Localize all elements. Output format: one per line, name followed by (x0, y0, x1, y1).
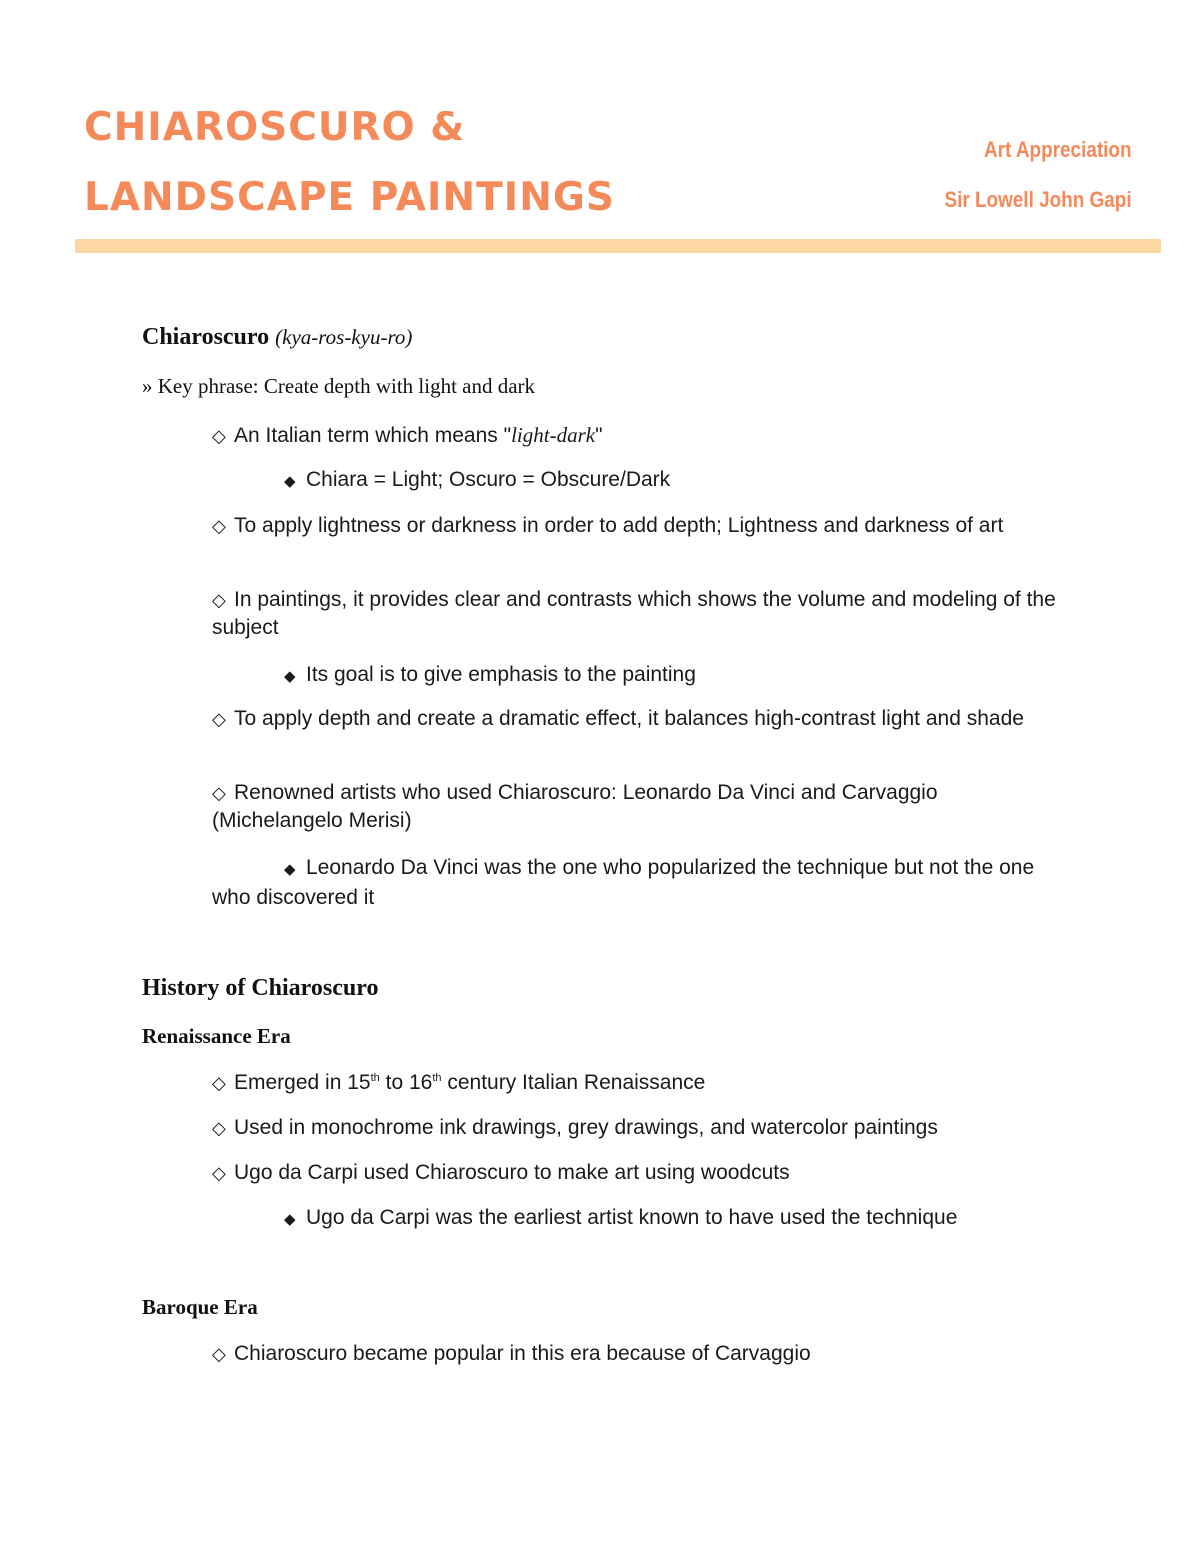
hollow-diamond-icon: ◇ (212, 516, 226, 536)
italic-term: light-dark (511, 423, 596, 447)
bullet-text: to 16 (379, 1071, 433, 1094)
solid-diamond-icon: ◆ (284, 861, 296, 878)
subheading-renaissance: Renaissance Era (142, 1024, 291, 1048)
section-heading-history: History of Chiaroscuro (142, 975, 379, 1001)
hollow-diamond-icon: ◇ (212, 709, 226, 729)
hollow-diamond-icon: ◇ (212, 1073, 226, 1093)
bullet-text: In paintings, it provides clear and contrasts which shows the volume and modeling of the subject (212, 588, 1056, 639)
hollow-diamond-icon: ◇ (212, 783, 226, 803)
sub-bullet-item (212, 466, 1072, 496)
solid-diamond-icon: ◆ (284, 668, 296, 685)
bullet-text: To apply depth and create a dramatic effect, it balances high-contrast light and shade (234, 707, 1024, 730)
double-chevron-icon: » (142, 374, 153, 398)
hollow-diamond-icon: ◇ (212, 1163, 226, 1183)
bullet-item (212, 705, 1072, 733)
bullet-text-end: " (595, 424, 603, 447)
author-name: Sir Lowell John Gapi (944, 187, 1132, 212)
title-line-2: LANDSCAPE PAINTINGS (84, 175, 615, 220)
bullet-item (212, 1069, 1072, 1097)
bullet-text: century Italian Renaissance (441, 1071, 706, 1094)
title-line-1: CHIAROSCURO & (84, 105, 466, 150)
hollow-diamond-icon: ◇ (212, 1344, 226, 1364)
hollow-diamond-icon: ◇ (212, 1118, 226, 1138)
superscript: th (370, 1072, 380, 1084)
pronunciation: (kya-ros-kyu-ro) (275, 325, 413, 349)
bullet-item (212, 421, 1072, 450)
solid-diamond-icon: ◆ (284, 1211, 296, 1228)
header-divider (75, 239, 1161, 253)
bullet-text: Used in monochrome ink drawings, grey drawings, and watercolor paintings (234, 1116, 938, 1139)
solid-diamond-icon: ◆ (284, 473, 296, 490)
section-heading-chiaroscuro (142, 325, 412, 349)
bullet-text: Chiaroscuro became popular in this era because of Carvaggio (234, 1342, 811, 1365)
heading-text: Chiaroscuro (142, 324, 270, 350)
sub-bullet-item (212, 854, 1072, 912)
bullet-text: Emerged in 15 (234, 1071, 371, 1094)
sub-bullet-item (212, 661, 1072, 691)
superscript: th (432, 1072, 442, 1084)
subheading-baroque: Baroque Era (142, 1295, 258, 1319)
bullet-item (212, 1114, 1072, 1142)
sub-bullet-text: Chiara = Light; Oscuro = Obscure/Dark (306, 468, 671, 491)
bullet-item (212, 779, 1072, 835)
bullet-text: Renowned artists who used Chiaroscuro: Leonardo Da Vinci and Carvaggio (Michelangelo Merisi) (212, 781, 938, 832)
hollow-diamond-icon: ◇ (212, 426, 226, 446)
bullet-item (212, 1159, 1072, 1187)
sub-bullet-text: Its goal is to give emphasis to the painting (306, 663, 696, 686)
sub-bullet-text: Ugo da Carpi was the earliest artist known to have used the technique (306, 1206, 958, 1229)
key-phrase-text: Key phrase: Create depth with light and dark (157, 374, 536, 398)
bullet-text: To apply lightness or darkness in order to add depth; Lightness and darkness of art (234, 514, 1004, 537)
bullet-text: An Italian term which means " (234, 424, 512, 447)
bullet-item (212, 1340, 1072, 1368)
sub-bullet-item (212, 1204, 1072, 1234)
bullet-item (212, 512, 1072, 540)
bullet-item (212, 586, 1072, 642)
course-name: Art Appreciation (984, 137, 1132, 162)
hollow-diamond-icon: ◇ (212, 590, 226, 610)
bullet-text: Ugo da Carpi used Chiaroscuro to make art using woodcuts (234, 1161, 790, 1184)
key-phrase (142, 376, 535, 397)
sub-bullet-text: Leonardo Da Vinci was the one who popularized the technique but not the one who discovered it (212, 856, 1035, 909)
